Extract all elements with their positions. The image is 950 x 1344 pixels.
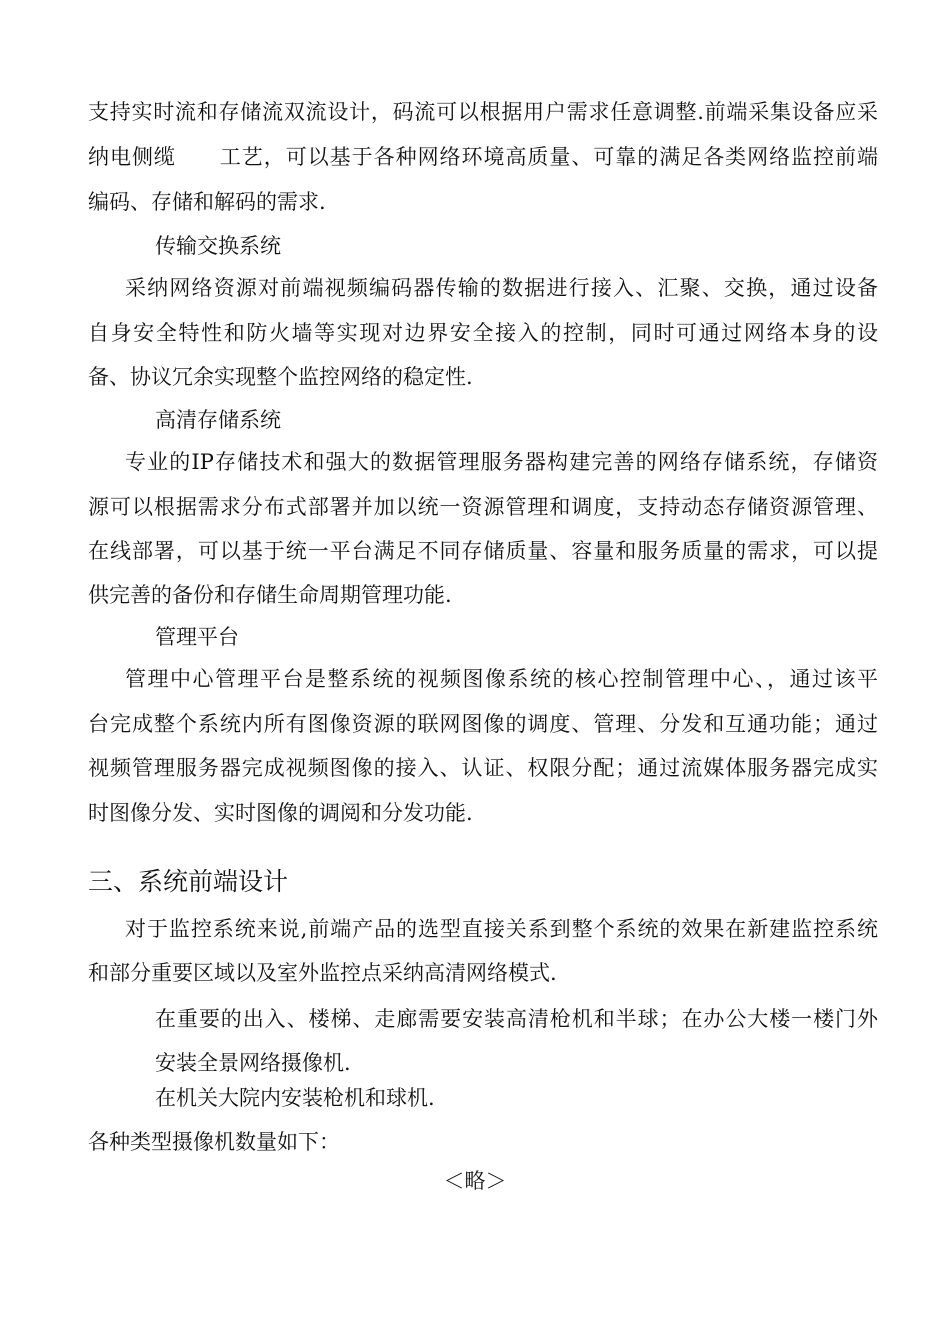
section-title: 三、系统前端设计 [88, 867, 289, 896]
list-item-line: 安装全景网络摄像机. [155, 1051, 351, 1075]
paragraph-line: 纳电侧缆 工艺，可以基于各种网络环境高质量、可靠的满足各类网络监控前端 [88, 145, 878, 169]
list-item-line: 在重要的出入、楼梯、走廊需要安装高清枪机和半球；在办公大楼一楼门外 [155, 1007, 878, 1031]
paragraph-line: 台完成整个系统内所有图像资源的联网图像的调度、管理、分发和互通功能；通过 [88, 712, 878, 736]
paragraph-line: 对于监控系统来说,前端产品的选型直接关系到整个系统的效果在新建监控系统 [125, 917, 878, 941]
list-item: 在机关大院内安装枪机和球机. [155, 1086, 435, 1110]
paragraph-line: 管理中心管理平台是整系统的视频图像系统的核心控制管理中心、，通过该平 [125, 667, 878, 691]
paragraph-line: 支持实时流和存储流双流设计，码流可以根据用户需求任意调整.前端采集设备应采 [88, 100, 878, 124]
subheading-transmission: 传输交换系统 [155, 234, 281, 258]
paragraph-line: 源可以根据需求分布式部署并加以统一资源管理和调度，支持动态存储资源管理、 [88, 495, 878, 519]
paragraph-line: 和部分重要区域以及室外监控点采纳高清网络模式. [88, 961, 557, 985]
paragraph-line: 供完善的备份和存储生命周期管理功能. [88, 583, 452, 607]
paragraph-line: 采纳网络资源对前端视频编码器传输的数据进行接入、汇聚、交换，通过设备 [125, 276, 878, 300]
paragraph-line: 时图像分发、实时图像的调阅和分发功能. [88, 801, 473, 825]
paragraph-line: 视频管理服务器完成视频图像的接入、认证、权限分配；通过流媒体服务器完成实 [88, 756, 878, 780]
paragraph-line: 自身安全特性和防火墙等实现对边界安全接入的控制，同时可通过网络本身的设 [88, 321, 878, 345]
paragraph-line: 专业的IP存储技术和强大的数据管理服务器构建完善的网络存储系统，存储资 [125, 450, 878, 474]
subheading-platform: 管理平台 [155, 625, 239, 649]
paragraph-line: 在线部署，可以基于统一平台满足不同存储质量、容量和服务质量的需求，可以提 [88, 539, 878, 563]
subheading-storage: 高清存储系统 [155, 408, 281, 432]
paragraph-line: 编码、存储和解码的需求. [88, 190, 326, 214]
paragraph-line: 备、协议冗余实现整个监控网络的稳定性. [88, 365, 473, 389]
omitted-placeholder: ＜略＞ [443, 1169, 507, 1193]
camera-count-label: 各种类型摄像机数量如下： [88, 1130, 340, 1154]
